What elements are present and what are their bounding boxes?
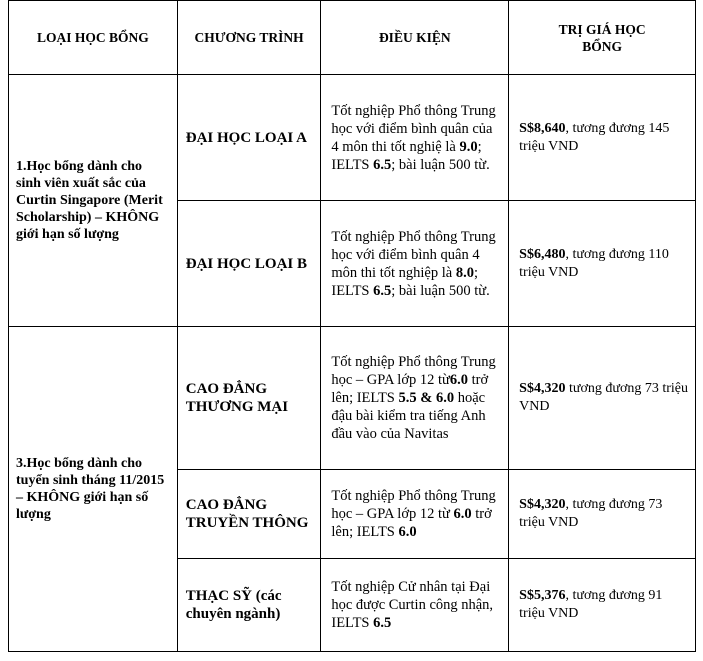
header-condition: ĐIỀU KIỆN <box>321 1 509 75</box>
condition-cell: Tốt nghiệp Cử nhân tại Đại học được Curtin công nhận, IELTS 6.5 <box>321 559 509 652</box>
value-cell: S$5,376, tương đương 91 triệu VND <box>509 559 696 652</box>
value-cell: S$6,480, tương đương 110 triệu VND <box>509 201 696 327</box>
value-cell: S$8,640, tương đương 145 triệu VND <box>509 75 696 201</box>
value-cell: S$4,320 tương đương 73 triệu VND <box>509 327 696 470</box>
scholarship-table <box>8 0 696 652</box>
program-cell: CAO ĐẲNG TRUYỀN THÔNG <box>177 470 321 559</box>
value-cell: S$4,320, tương đương 73 triệu VND <box>509 470 696 559</box>
condition-cell: Tốt nghiệp Phổ thông Trung học với điểm bình quân 4 môn thi tốt nghiệp là 8.0; IELTS 6.5; bài luận 500 từ. <box>321 201 509 327</box>
program-cell: CAO ĐẲNG THƯƠNG MẠI <box>177 327 321 470</box>
header-scholarship-type: LOẠI HỌC BỔNG <box>9 1 178 75</box>
condition-cell: Tốt nghiệp Phổ thông Trung học với điểm bình quân của 4 môn thi tốt nghiệ là 9.0; IELTS 6.5; bài luận 500 từ. <box>321 75 509 201</box>
header-value: TRỊ GIÁ HỌC BỔNG <box>509 1 696 75</box>
scholarship-type-cell: 3.Học bổng dành cho tuyển sinh tháng 11/2015 – KHÔNG giới hạn số lượng <box>9 327 178 652</box>
scholarship-type-cell: 1.Học bổng dành cho sinh viên xuất sắc của Curtin Singapore (Merit Scholarship) – KHÔNG giới hạn số lượng <box>9 75 178 327</box>
condition-cell: Tốt nghiệp Phổ thông Trung học – GPA lớp 12 từ 6.0 trở lên; IELTS 6.0 <box>321 470 509 559</box>
program-cell: ĐẠI HỌC LOẠI A <box>177 75 321 201</box>
program-cell: THẠC SỸ (các chuyên ngành) <box>177 559 321 652</box>
header-row <box>9 1 696 75</box>
table-row <box>9 327 696 470</box>
table-row <box>9 75 696 201</box>
condition-cell: Tốt nghiệp Phổ thông Trung học – GPA lớp 12 từ6.0 trở lên; IELTS 5.5 & 6.0 hoặc đậu bài kiểm tra tiếng Anh đầu vào của Navitas <box>321 327 509 470</box>
program-cell: ĐẠI HỌC LOẠI B <box>177 201 321 327</box>
header-program: CHƯƠNG TRÌNH <box>177 1 321 75</box>
